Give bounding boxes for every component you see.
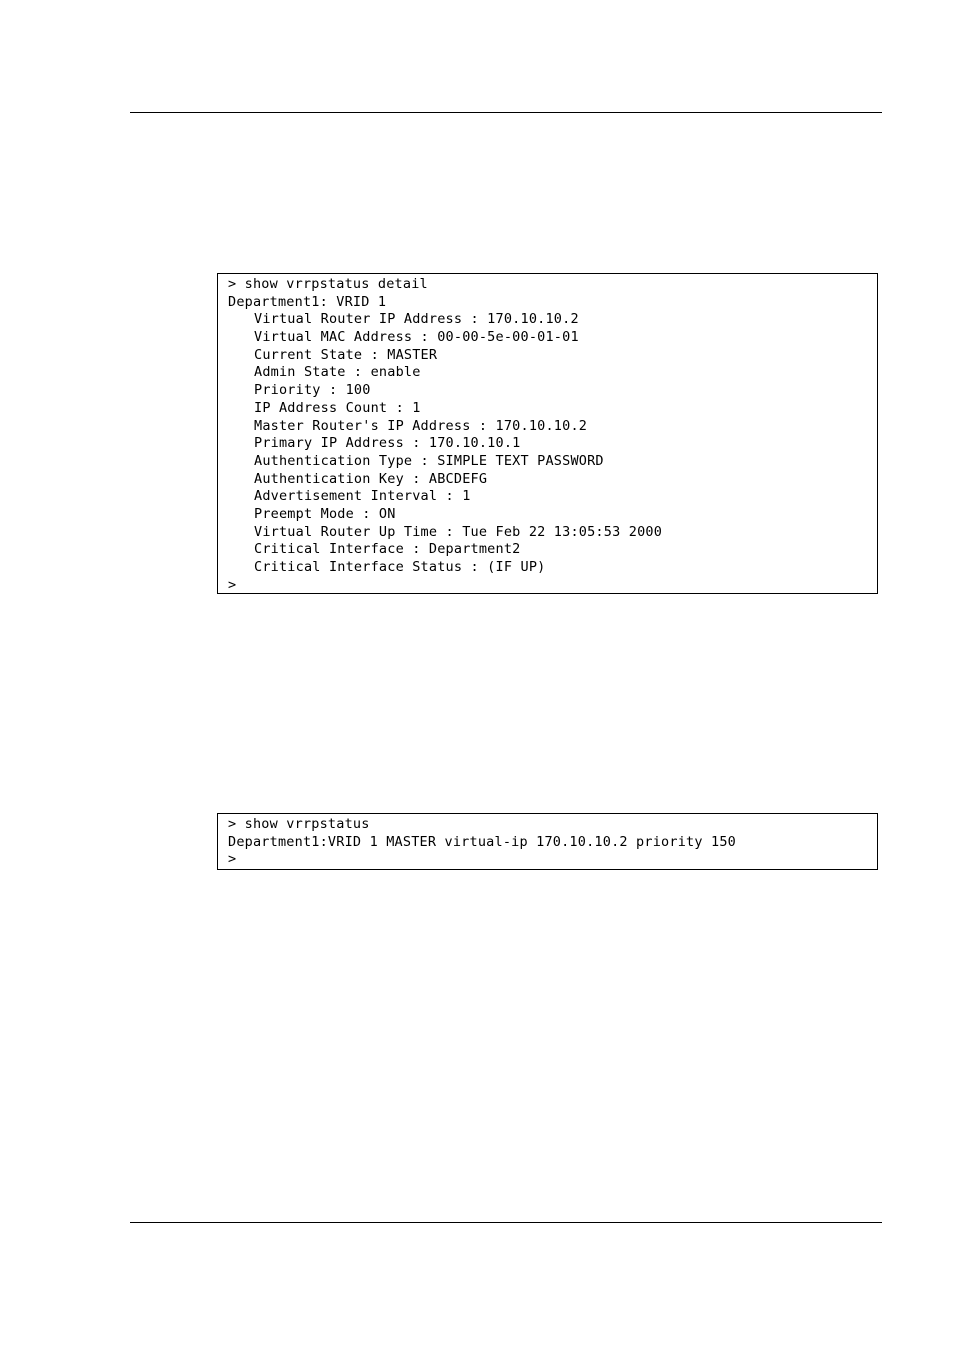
- prompt-line: >: [228, 576, 237, 593]
- field-authentication-type: Authentication Type : SIMPLE TEXT PASSWORD: [254, 452, 604, 469]
- field-advertisement-interval: Advertisement Interval : 1: [254, 488, 471, 505]
- result-line: Department1:VRID 1 MASTER virtual-ip 170.10.10.2 priority 150: [228, 833, 736, 850]
- field-up-time: Virtual Router Up Time : Tue Feb 22 13:05:53 2000: [254, 523, 663, 540]
- field-virtual-mac: Virtual MAC Address : 00-00-5e-00-01-01: [254, 329, 579, 346]
- command-line: > show vrrpstatus detail: [228, 276, 428, 292]
- field-priority: Priority : 100: [254, 382, 371, 399]
- field-critical-interface-status: Critical Interface Status : (IF UP): [254, 559, 546, 575]
- field-admin-state: Admin State : enable: [254, 364, 421, 381]
- footer-rule: [130, 1222, 882, 1223]
- field-current-state: Current State : MASTER: [254, 346, 438, 363]
- header-rule: [130, 112, 882, 113]
- vrrpstatus-summary-output: [217, 813, 878, 870]
- command-line: > show vrrpstatus: [228, 816, 370, 832]
- field-preempt-mode: Preempt Mode : ON: [254, 505, 396, 522]
- field-primary-ip: Primary IP Address : 170.10.10.1: [254, 435, 521, 452]
- vrrpstatus-detail-output: [217, 273, 878, 594]
- vrid-header: Department1: VRID 1: [228, 293, 387, 310]
- field-virtual-router-ip: Virtual Router IP Address : 170.10.10.2: [254, 311, 579, 328]
- field-master-router-ip: Master Router's IP Address : 170.10.10.2: [254, 417, 588, 434]
- field-authentication-key: Authentication Key : ABCDEFG: [254, 470, 488, 487]
- field-critical-interface: Critical Interface : Department2: [254, 541, 521, 558]
- prompt-line: >: [228, 851, 237, 868]
- field-ip-address-count: IP Address Count : 1: [254, 399, 421, 416]
